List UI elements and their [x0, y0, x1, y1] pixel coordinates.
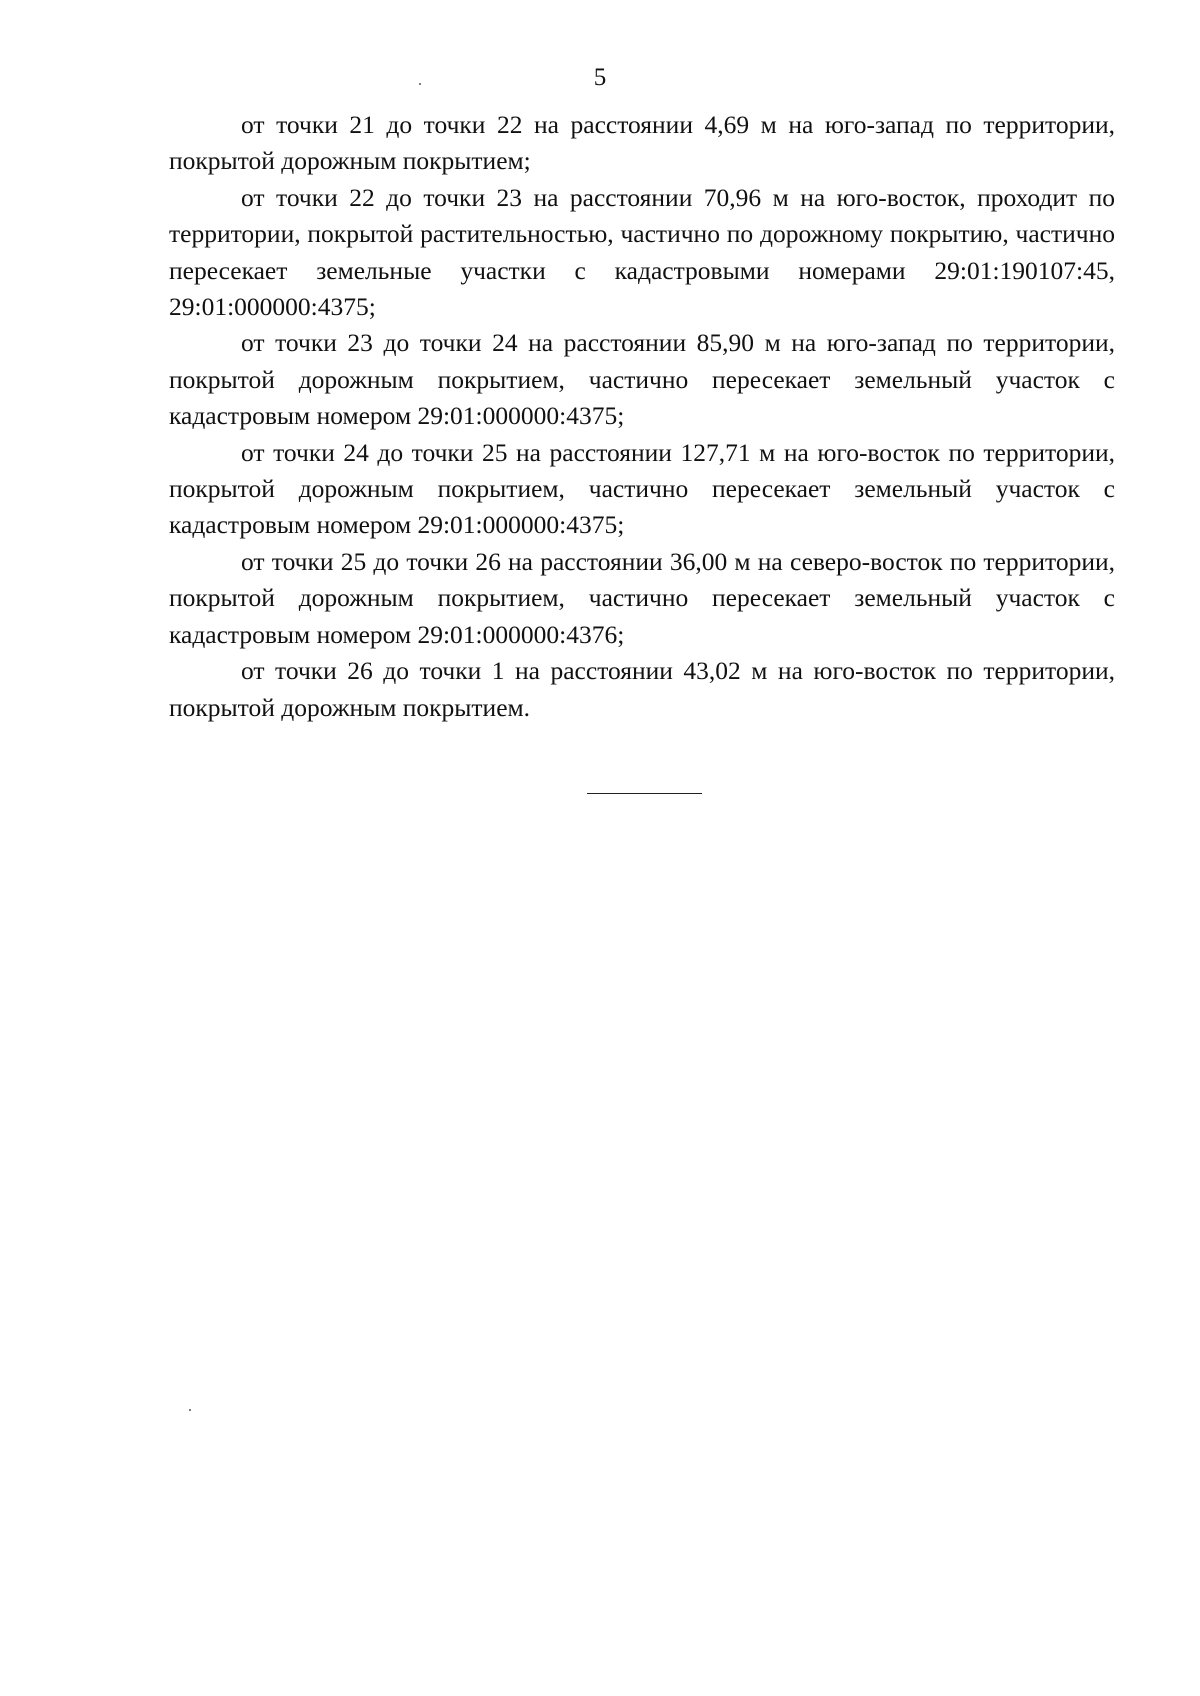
page-number: 5	[593, 64, 607, 91]
boundary-segment-paragraph: от точки 22 до точки 23 на расстоянии 70,96 м на юго-восток, проходит по территории, покрытой растительностью, частично по дорожному покрытию, частично пересекает земельные участки с кадастровыми номерами 29:01:190107:45, 29:01:000000:4375;	[169, 182, 1115, 322]
boundary-segment-paragraph: от точки 21 до точки 22 на расстоянии 4,69 м на юго-запад по территории, покрытой дорожным покрытием;	[169, 110, 1115, 176]
boundary-segment-paragraph: от точки 24 до точки 25 на расстоянии 127,71 м на юго-восток по территории, покрытой дорожным покрытием, частично пересекает земельный участок с кадастровым номером 29:01:000000:4375;	[169, 437, 1115, 540]
scan-speck	[189, 1409, 191, 1411]
scan-speck	[419, 83, 421, 85]
document-body	[169, 107, 1115, 726]
end-of-text-rule	[587, 793, 702, 794]
boundary-segment-paragraph: от точки 26 до точки 1 на расстоянии 43,02 м на юго-восток по территории, покрытой дорожным покрытием.	[169, 656, 1115, 722]
boundary-segment-paragraph: от точки 25 до точки 26 на расстоянии 36,00 м на северо-восток по территории, покрытой дорожным покрытием, частично пересекает земельный участок с кадастровым номером 29:01:000000:4376;	[169, 546, 1115, 649]
boundary-segment-paragraph: от точки 23 до точки 24 на расстоянии 85,90 м на юго-запад по территории, покрытой дорожным покрытием, частично пересекает земельный участок с кадастровым номером 29:01:000000:4375;	[169, 328, 1115, 431]
